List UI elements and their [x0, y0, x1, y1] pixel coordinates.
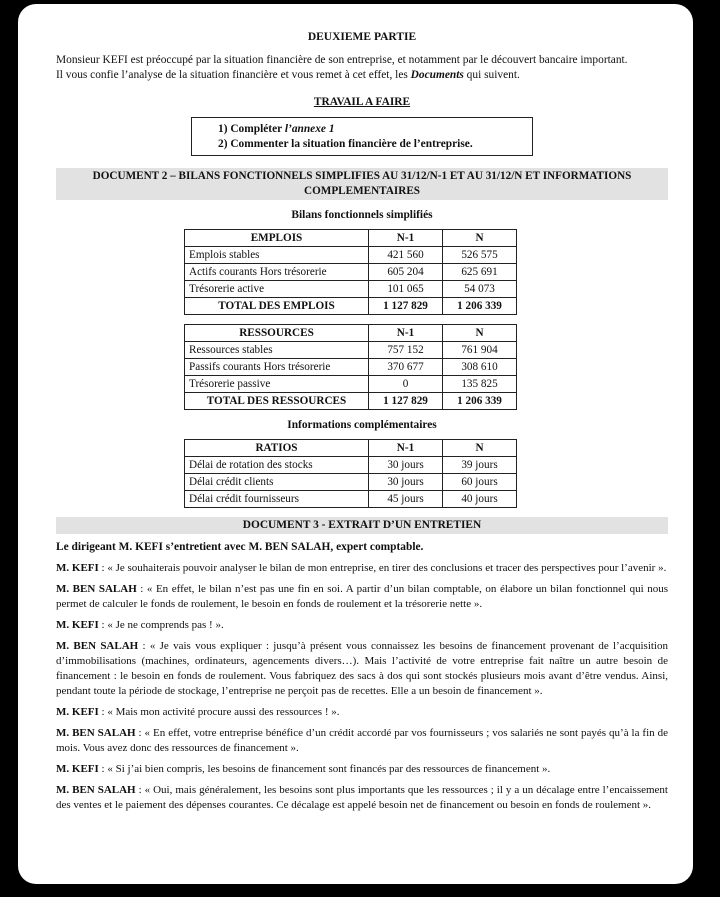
table-row: Délai crédit fournisseurs 45 jours 40 jours	[185, 491, 517, 508]
ressources-table	[184, 324, 517, 410]
document-2-banner: DOCUMENT 2 – BILANS FONCTIONNELS SIMPLIFIES AU 31/12/N-1 ET AU 31/12/N ET INFORMATIONS COMPLEMENTAIRES	[56, 168, 668, 200]
table-row: Actifs courants Hors trésorerie 605 204 625 691	[185, 264, 517, 281]
infos-title: Informations complémentaires	[287, 419, 437, 431]
document-3-banner: DOCUMENT 3 - EXTRAIT D’UN ENTRETIEN	[56, 517, 668, 534]
part-title: DEUXIEME PARTIE	[307, 31, 417, 43]
table-row: Trésorerie passive 0 135 825	[185, 376, 517, 393]
intro-paragraph-1: Monsieur KEFI est préoccupé par la situation financière de son entreprise, et notamment par le découvert bancaire important.	[56, 54, 628, 66]
dialogue-line: M. BEN SALAH : « En effet, votre entreprise bénéfice d’un crédit accordé par vos fournisseurs ; vos salariés ne sont payés qu’à la fin de mois. Vous avez donc des ressources de financement ».	[56, 727, 668, 754]
dialogue-line: M. KEFI : « Je souhaiterais pouvoir analyser le bilan de mon entreprise, en tirer des conclusions et tracer des perspectives pour l’avenir ».	[56, 562, 667, 574]
intro	[56, 53, 668, 83]
task-2: 2) Commenter la situation financière de l’entreprise.	[218, 138, 473, 150]
table-total-row: TOTAL DES RESSOURCES 1 127 829 1 206 339	[185, 393, 517, 410]
table-row: Trésorerie active 101 065 54 073	[185, 281, 517, 298]
dialogue-line: M. BEN SALAH : « Oui, mais généralement, les besoins sont plus importants que les ressources ; il y a un décalage entre l’encaissement des ventes et le paiement des dépenses courantes. Ce décalage est appelé besoin net de financement ou besoin en fonds de roulement ».	[56, 784, 668, 811]
dialogue-intro: Le dirigeant M. KEFI s’entretient avec M. BEN SALAH, expert comptable.	[56, 541, 424, 553]
table-row: Ressources stables 757 152 761 904	[185, 342, 517, 359]
table-row: Délai de rotation des stocks 30 jours 39 jours	[185, 457, 517, 474]
table-row: Délai crédit clients 30 jours 60 jours	[185, 474, 517, 491]
document-page	[18, 4, 693, 884]
ratios-table	[184, 439, 517, 508]
table-row: Emplois stables 421 560 526 575	[185, 247, 517, 264]
task-box	[191, 117, 533, 156]
table-total-row: TOTAL DES EMPLOIS 1 127 829 1 206 339	[185, 298, 517, 315]
bilans-title: Bilans fonctionnels simplifiés	[291, 209, 433, 221]
travail-heading: TRAVAIL A FAIRE	[313, 96, 411, 108]
intro-paragraph-2: Il vous confie l’analyse de la situation financière et vous remet à cet effet, les Documents qui suivent.	[56, 69, 520, 81]
dialogue-line: M. KEFI : « Mais mon activité procure aussi des ressources ! ».	[56, 706, 340, 718]
dialogue-line: M. BEN SALAH : « En effet, le bilan n’est pas une fin en soi. A partir d’un bilan comptable, on élabore un bilan fonctionnel qui nous permet de calculer le fonds de roulement, le besoin en fonds de roulement et la trésorerie nette ».	[56, 583, 668, 610]
dialogue-line: M. KEFI : « Si j’ai bien compris, les besoins de financement sont financés par des ressources de financement ».	[56, 763, 551, 775]
table-row: Passifs courants Hors trésorerie 370 677 308 610	[185, 359, 517, 376]
table-header-row: RESSOURCES N-1 N	[185, 325, 517, 342]
table-header-row: RATIOS N-1 N	[185, 440, 517, 457]
document-content	[56, 30, 668, 813]
task-1: 1) Compléter l’annexe 1	[218, 123, 335, 135]
dialogue-line: M. BEN SALAH : « Je vais vous expliquer : jusqu’à présent vous connaissez les besoins de financement provenant de l’acquisition d’immobilisations (machines, ordinateurs, agencements divers…). Mais l’activité de votre entreprise fait naître un autre besoin de financement : le besoin en fonds de roulement. Vous fabriquez des sacs à dos qui sont stockés plusieurs mois avant d’être vendus. Ainsi, pendant toute la période de stockage, l’entreprise ne perçoit pas de recettes. Elle a un besoin de financement ».	[56, 640, 668, 697]
table-header-row: EMPLOIS N-1 N	[185, 230, 517, 247]
dialogue-line: M. KEFI : « Je ne comprends pas ! ».	[56, 619, 224, 631]
emplois-table	[184, 229, 517, 315]
